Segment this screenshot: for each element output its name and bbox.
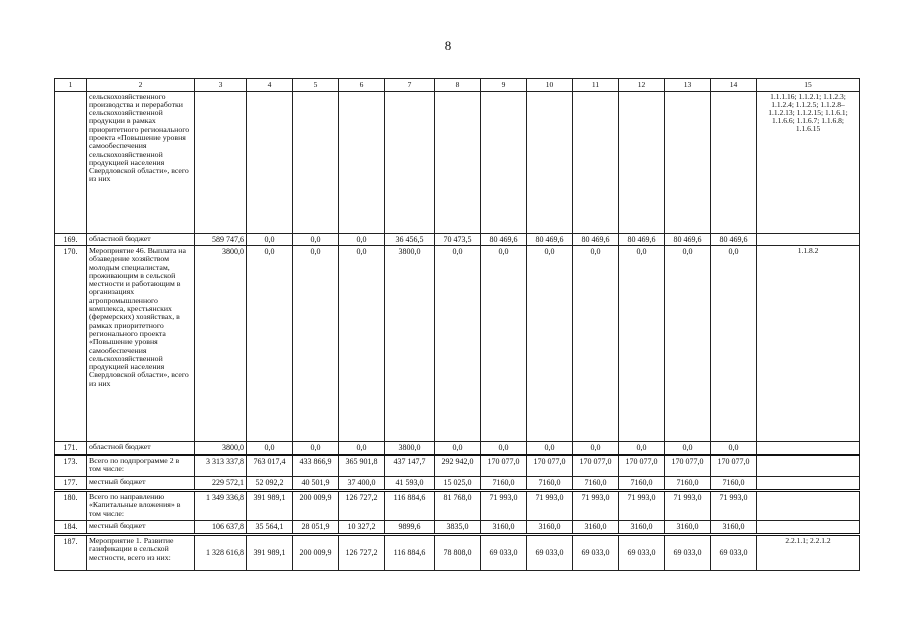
value-cell: 70 473,5 — [435, 233, 481, 246]
target-codes-cell — [757, 477, 860, 491]
value-cell: 0,0 — [527, 442, 573, 455]
value-cell: 7160,0 — [619, 477, 665, 491]
value-cell — [293, 91, 339, 233]
value-cell: 126 727,2 — [339, 535, 385, 571]
value-cell: 40 501,9 — [293, 477, 339, 491]
value-cell: 0,0 — [247, 246, 293, 442]
value-cell: 3160,0 — [665, 521, 711, 535]
value-cell: 0,0 — [619, 246, 665, 442]
value-cell: 37 400,0 — [339, 477, 385, 491]
value-cell: 391 989,1 — [247, 491, 293, 521]
value-cell: 52 092,2 — [247, 477, 293, 491]
value-cell: 437 147,7 — [385, 455, 435, 477]
page-number: 8 — [444, 38, 452, 53]
value-cell: 0,0 — [293, 442, 339, 455]
value-cell: 0,0 — [339, 442, 385, 455]
table-row — [55, 491, 860, 521]
value-cell: 170 077,0 — [619, 455, 665, 477]
value-cell: 71 993,0 — [527, 491, 573, 521]
row-number-cell: 170. — [55, 246, 87, 442]
value-cell: 126 727,2 — [339, 491, 385, 521]
budget-table — [54, 78, 860, 571]
row-name-cell: местный бюджет — [87, 521, 195, 535]
value-cell — [195, 91, 247, 233]
target-codes-cell: 1.1.8.2 — [757, 246, 860, 442]
value-cell: 3160,0 — [481, 521, 527, 535]
value-cell: 69 033,0 — [527, 535, 573, 571]
column-header: 4 — [247, 79, 293, 92]
value-cell — [481, 91, 527, 233]
value-cell: 3835,0 — [435, 521, 481, 535]
value-cell: 3800,0 — [195, 442, 247, 455]
value-cell: 69 033,0 — [573, 535, 619, 571]
row-name-cell: Всего по направлению «Капитальные вложения» в том числе: — [87, 491, 195, 521]
column-header: 7 — [385, 79, 435, 92]
row-number-cell: 184. — [55, 521, 87, 535]
value-cell: 28 051,9 — [293, 521, 339, 535]
value-cell: 10 327,2 — [339, 521, 385, 535]
value-cell: 3160,0 — [527, 521, 573, 535]
value-cell: 170 077,0 — [665, 455, 711, 477]
value-cell — [619, 91, 665, 233]
value-cell: 292 942,0 — [435, 455, 481, 477]
target-codes-cell — [757, 521, 860, 535]
value-cell: 0,0 — [711, 442, 757, 455]
value-cell: 0,0 — [527, 246, 573, 442]
target-codes-cell: 2.2.1.1; 2.2.1.2 — [757, 535, 860, 571]
value-cell: 433 866,9 — [293, 455, 339, 477]
target-codes-cell — [757, 491, 860, 521]
value-cell: 0,0 — [247, 233, 293, 246]
value-cell: 71 993,0 — [573, 491, 619, 521]
value-cell: 0,0 — [293, 246, 339, 442]
value-cell: 229 572,1 — [195, 477, 247, 491]
row-number-cell — [55, 91, 87, 233]
value-cell: 0,0 — [293, 233, 339, 246]
table-row — [55, 535, 860, 571]
value-cell: 3800,0 — [385, 246, 435, 442]
row-name-cell: Всего по подпрограмме 2 в том числе: — [87, 455, 195, 477]
value-cell: 0,0 — [665, 246, 711, 442]
target-codes-cell — [757, 233, 860, 246]
value-cell — [385, 91, 435, 233]
column-header: 3 — [195, 79, 247, 92]
value-cell: 80 469,6 — [619, 233, 665, 246]
value-cell: 170 077,0 — [573, 455, 619, 477]
value-cell: 7160,0 — [527, 477, 573, 491]
value-cell: 0,0 — [573, 246, 619, 442]
target-codes-cell — [757, 442, 860, 455]
value-cell: 116 884,6 — [385, 535, 435, 571]
value-cell: 170 077,0 — [711, 455, 757, 477]
value-cell: 0,0 — [711, 246, 757, 442]
value-cell: 170 077,0 — [527, 455, 573, 477]
value-cell: 69 033,0 — [619, 535, 665, 571]
value-cell: 589 747,6 — [195, 233, 247, 246]
value-cell: 0,0 — [247, 442, 293, 455]
value-cell: 0,0 — [435, 246, 481, 442]
value-cell: 7160,0 — [573, 477, 619, 491]
value-cell: 3160,0 — [573, 521, 619, 535]
column-header: 5 — [293, 79, 339, 92]
column-header: 2 — [87, 79, 195, 92]
row-number-cell: 177. — [55, 477, 87, 491]
column-header: 9 — [481, 79, 527, 92]
value-cell — [573, 91, 619, 233]
value-cell: 0,0 — [339, 246, 385, 442]
value-cell: 80 469,6 — [711, 233, 757, 246]
value-cell — [711, 91, 757, 233]
value-cell: 80 469,6 — [665, 233, 711, 246]
value-cell: 7160,0 — [481, 477, 527, 491]
value-cell: 69 033,0 — [711, 535, 757, 571]
column-header: 13 — [665, 79, 711, 92]
row-name-cell: областной бюджет — [87, 233, 195, 246]
row-name-cell: сельскохозяйственного производства и переработки сельскохозяйственной продукции в рамках приоритетного регионального проекта «Повышение уровня самообеспечения сельскохозяйственной продукцией населения Свердловской области», всего из них — [87, 91, 195, 233]
table-row — [55, 233, 860, 246]
value-cell: 3800,0 — [195, 246, 247, 442]
value-cell: 71 993,0 — [481, 491, 527, 521]
target-codes-cell — [757, 455, 860, 477]
column-header: 8 — [435, 79, 481, 92]
value-cell: 0,0 — [619, 442, 665, 455]
value-cell: 7160,0 — [711, 477, 757, 491]
column-header: 11 — [573, 79, 619, 92]
value-cell — [665, 91, 711, 233]
value-cell: 41 593,0 — [385, 477, 435, 491]
value-cell: 7160,0 — [665, 477, 711, 491]
value-cell: 71 993,0 — [619, 491, 665, 521]
value-cell: 106 637,8 — [195, 521, 247, 535]
value-cell: 170 077,0 — [481, 455, 527, 477]
table-row — [55, 455, 860, 477]
column-number-header-row — [55, 79, 860, 92]
value-cell: 0,0 — [435, 442, 481, 455]
value-cell: 200 009,9 — [293, 535, 339, 571]
value-cell: 80 469,6 — [481, 233, 527, 246]
value-cell: 80 469,6 — [573, 233, 619, 246]
table-row — [55, 477, 860, 491]
row-name-cell: местный бюджет — [87, 477, 195, 491]
value-cell: 0,0 — [339, 233, 385, 246]
value-cell: 69 033,0 — [481, 535, 527, 571]
row-number-cell: 169. — [55, 233, 87, 246]
value-cell: 15 025,0 — [435, 477, 481, 491]
row-name-cell: Мероприятие 1. Развитие газификации в сельской местности, всего из них: — [87, 535, 195, 571]
value-cell: 69 033,0 — [665, 535, 711, 571]
row-number-cell: 173. — [55, 455, 87, 477]
value-cell — [339, 91, 385, 233]
value-cell: 0,0 — [481, 246, 527, 442]
value-cell: 3160,0 — [619, 521, 665, 535]
value-cell — [527, 91, 573, 233]
column-header: 6 — [339, 79, 385, 92]
column-header: 10 — [527, 79, 573, 92]
value-cell: 391 989,1 — [247, 535, 293, 571]
value-cell: 763 017,4 — [247, 455, 293, 477]
table-row — [55, 521, 860, 535]
value-cell: 71 993,0 — [711, 491, 757, 521]
value-cell — [435, 91, 481, 233]
value-cell: 80 469,6 — [527, 233, 573, 246]
value-cell: 36 456,5 — [385, 233, 435, 246]
value-cell: 200 009,9 — [293, 491, 339, 521]
value-cell: 71 993,0 — [665, 491, 711, 521]
row-name-cell: Мероприятие 46. Выплата на обзаведение хозяйством молодым специалистам, проживающим в сельской местности и работающим в организациях агропромышленного комплекса, крестьянских (фермерских) хозяйствах, в рамках приоритетного регионального проекта «Повышение уровня самообеспечения сельскохозяйственной продукцией населения Свердловской области», всего из них — [87, 246, 195, 442]
value-cell: 3 313 337,8 — [195, 455, 247, 477]
value-cell: 0,0 — [665, 442, 711, 455]
value-cell: 35 564,1 — [247, 521, 293, 535]
column-header: 15 — [757, 79, 860, 92]
value-cell: 0,0 — [481, 442, 527, 455]
row-number-cell: 171. — [55, 442, 87, 455]
table-row — [55, 442, 860, 455]
table-row — [55, 91, 860, 233]
value-cell: 9899,6 — [385, 521, 435, 535]
column-header: 14 — [711, 79, 757, 92]
column-header: 12 — [619, 79, 665, 92]
value-cell: 116 884,6 — [385, 491, 435, 521]
target-codes-cell: 1.1.1.16; 1.1.2.1; 1.1.2.3; 1.1.2.4; 1.1.2.5; 1.1.2.8– 1.1.2.13; 1.1.2.15; 1.1.6.1; 1.1.6.6; 1.1.6.7; 1.1.6.8; 1.1.6.15 — [757, 91, 860, 233]
row-number-cell: 187. — [55, 535, 87, 571]
value-cell: 365 901,8 — [339, 455, 385, 477]
table-row — [55, 246, 860, 442]
value-cell: 0,0 — [573, 442, 619, 455]
value-cell — [247, 91, 293, 233]
value-cell: 3800,0 — [385, 442, 435, 455]
value-cell: 3160,0 — [711, 521, 757, 535]
value-cell: 1 328 616,8 — [195, 535, 247, 571]
row-number-cell: 180. — [55, 491, 87, 521]
value-cell: 1 349 336,8 — [195, 491, 247, 521]
value-cell: 78 808,0 — [435, 535, 481, 571]
row-name-cell: областной бюджет — [87, 442, 195, 455]
column-header: 1 — [55, 79, 87, 92]
value-cell: 81 768,0 — [435, 491, 481, 521]
